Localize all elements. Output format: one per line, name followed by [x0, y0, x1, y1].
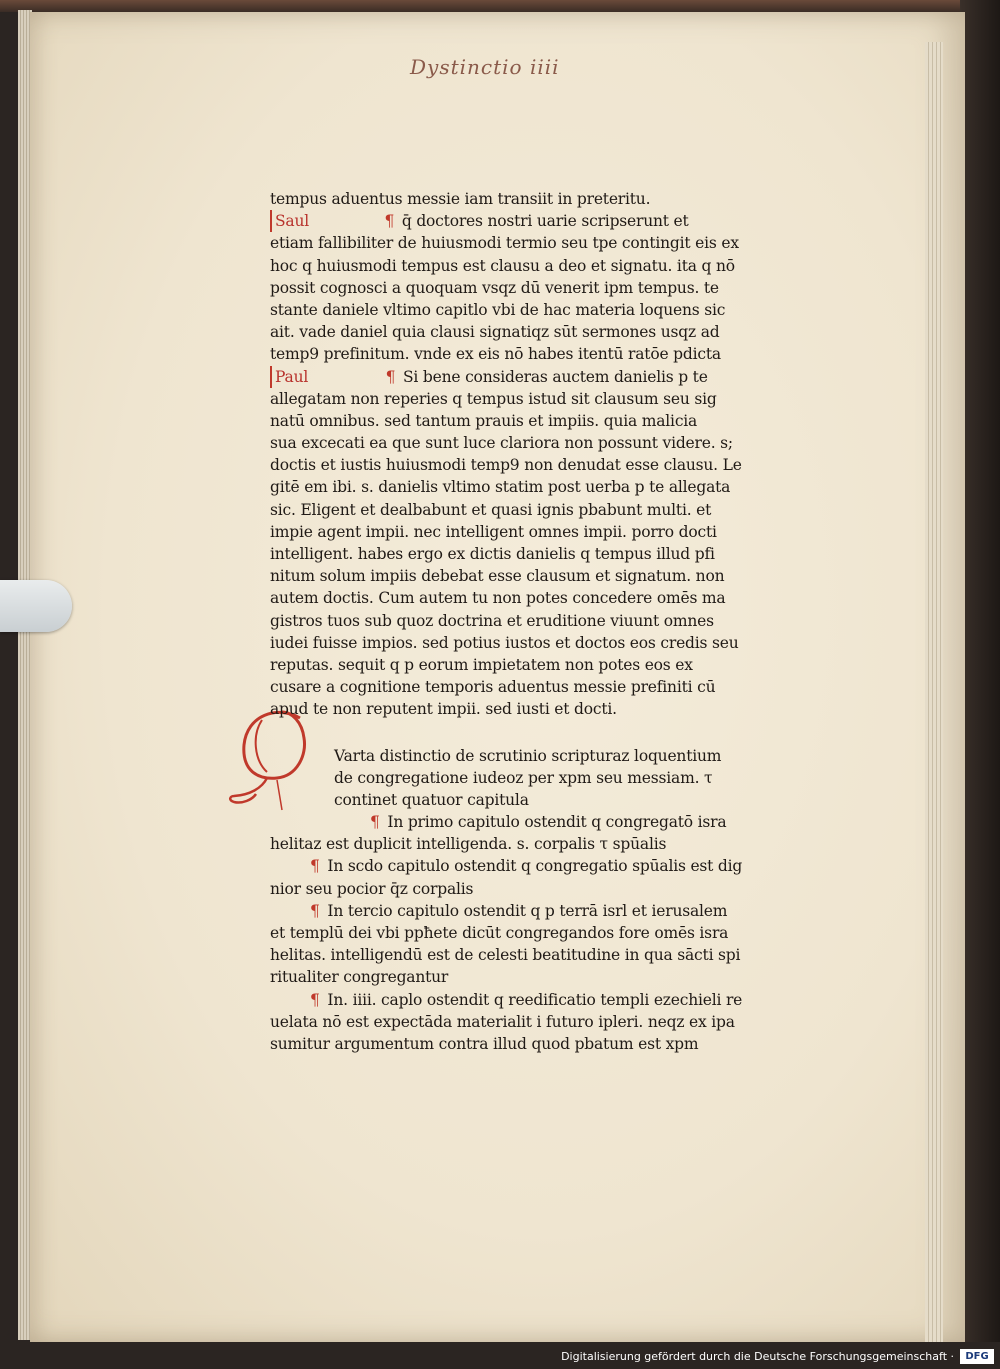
text-line: stante daniele vltimo capitlo vbi de hac materia loquens sic — [270, 300, 726, 319]
text-line: hoc q huiusmodi tempus est clausu a deo et signatu. ita q nō — [270, 256, 735, 275]
text-line: ritualiter congregantur — [270, 968, 449, 987]
text-line: allegatam non reperies q tempus istud sit clausum seu sig — [270, 389, 717, 408]
text-line: sumitur argumentum contra illud quod pbatum est xpm — [270, 1034, 699, 1053]
pilcrow-mark: ¶ — [310, 857, 320, 876]
text-line: tempus aduentus messie iam transiit in preteritu. — [270, 190, 651, 208]
text-line: In primo capitulo ostendit q congregatō isra — [387, 813, 727, 832]
text-line: et templū dei vbi ppħete dicūt congregandos fore omēs isra — [270, 924, 729, 942]
text-line: natū omnibus. sed tantum prauis et impiis. quia malicia — [270, 411, 698, 430]
text-line: intelligent. habes ergo ex dictis danielis q tempus illud pfi — [270, 545, 715, 563]
pilcrow-mark: ¶ — [385, 367, 396, 386]
chapter-line — [270, 855, 790, 877]
pilcrow-mark: ¶ — [310, 901, 320, 920]
text-line: ait. vade daniel quia clausi signatiqz sūt sermones usqz ad — [270, 323, 720, 342]
text-line: gitē em ibi. s. danielis vltimo statim post uerba p te allegata — [270, 478, 731, 497]
text-line: Varta distinctio de scrutinio scripturaz loquentium — [334, 746, 722, 765]
running-head: Dystinctio iiii — [410, 55, 560, 79]
text-line: Si bene consideras auctem danielis p te — [403, 367, 708, 386]
footer-credit: Digitalisierung gefördert durch die Deutsche Forschungsgemeinschaft · — [561, 1350, 954, 1363]
text-line: helitaz est duplicit intelligenda. s. corpalis τ spūalis — [270, 835, 667, 854]
text-line: helitas. intelligendū est de celesti beatitudine in qua sācti spi — [270, 946, 741, 965]
text-line: de congregatione iudeoz per xpm seu messiam. τ — [334, 768, 713, 787]
book-spine — [960, 0, 1000, 1369]
text-line: reputas. sequit q p eorum impietatem non potes eos ex — [270, 655, 693, 674]
text-line: apud te non reputent impii. sed iusti et docti. — [270, 700, 617, 719]
pilcrow-mark: ¶ — [384, 212, 395, 231]
text-line: cusare a cognitione temporis aduentus messie prefiniti cū — [270, 678, 716, 697]
text-line: In tercio capitulo ostendit q p terrā isrl et ierusalem — [327, 901, 728, 920]
text-line: iudei fuisse impios. sed potius iustos et doctos eos credis seu — [270, 633, 739, 652]
book-top-edge — [0, 0, 1000, 12]
pilcrow-mark: ¶ — [370, 813, 380, 832]
text-line: uelata nō est expectāda materialit i futuro ipleri. neqz ex ipa — [270, 1012, 735, 1031]
pilcrow-mark: ¶ — [310, 990, 320, 1009]
right-page-edges — [925, 42, 943, 1352]
footer-bar — [0, 1342, 1000, 1369]
rubric-saul: Saul — [270, 210, 309, 232]
text-line: temp9 prefinitum. vnde ex eis nō habes itentū ratōe pdicta — [270, 345, 721, 364]
chapter-line — [270, 900, 790, 922]
text-line: In. iiii. caplo ostendit q reedificatio templi ezechieli re — [327, 990, 743, 1009]
text-line: sua excecati ea que sunt luce clariora non possunt videre. s; — [270, 434, 733, 453]
chapter-line — [270, 811, 790, 833]
text-line: gistros tuos sub quoz doctrina et eruditione viuunt omnes — [270, 611, 714, 630]
text-line: etiam fallibiliter de huiusmodi termio seu tpe contingit eis ex — [270, 234, 739, 253]
text-line: autem doctis. Cum autem tu non potes concedere omēs ma — [270, 589, 726, 608]
text-line: sic. Eligent et dealbabunt et quasi ignis pbabunt multi. et — [270, 500, 712, 519]
text-line: In scdo capitulo ostendit q congregatio spūalis est dig — [327, 857, 743, 876]
rubric-paul: Paul — [270, 366, 308, 388]
text-line: continet quatuor capitula — [334, 790, 529, 809]
text-line: nior seu pocior q̄z corpalis — [270, 879, 474, 898]
dfg-logo: DFG — [960, 1349, 994, 1364]
text-line: doctis et iustis huiusmodi temp9 non denudat esse clausu. Le — [270, 456, 742, 475]
text-line: possit cognosci a quoquam vsqz dū venerit ipm tempus. te — [270, 278, 719, 297]
text-line: q̄ doctores nostri uarie scripserunt et — [401, 212, 689, 231]
chapter-line — [270, 989, 790, 1011]
main-text-block — [270, 188, 790, 1055]
text-line: impie agent impii. nec intelligent omnes impii. porro docti — [270, 522, 717, 541]
text-line-with-rubric — [270, 366, 790, 388]
text-line: nitum solum impiis debebat esse clausum et signatum. non — [270, 567, 725, 586]
text-line-with-rubric — [270, 210, 790, 232]
bookmark-tab[interactable] — [0, 580, 72, 632]
